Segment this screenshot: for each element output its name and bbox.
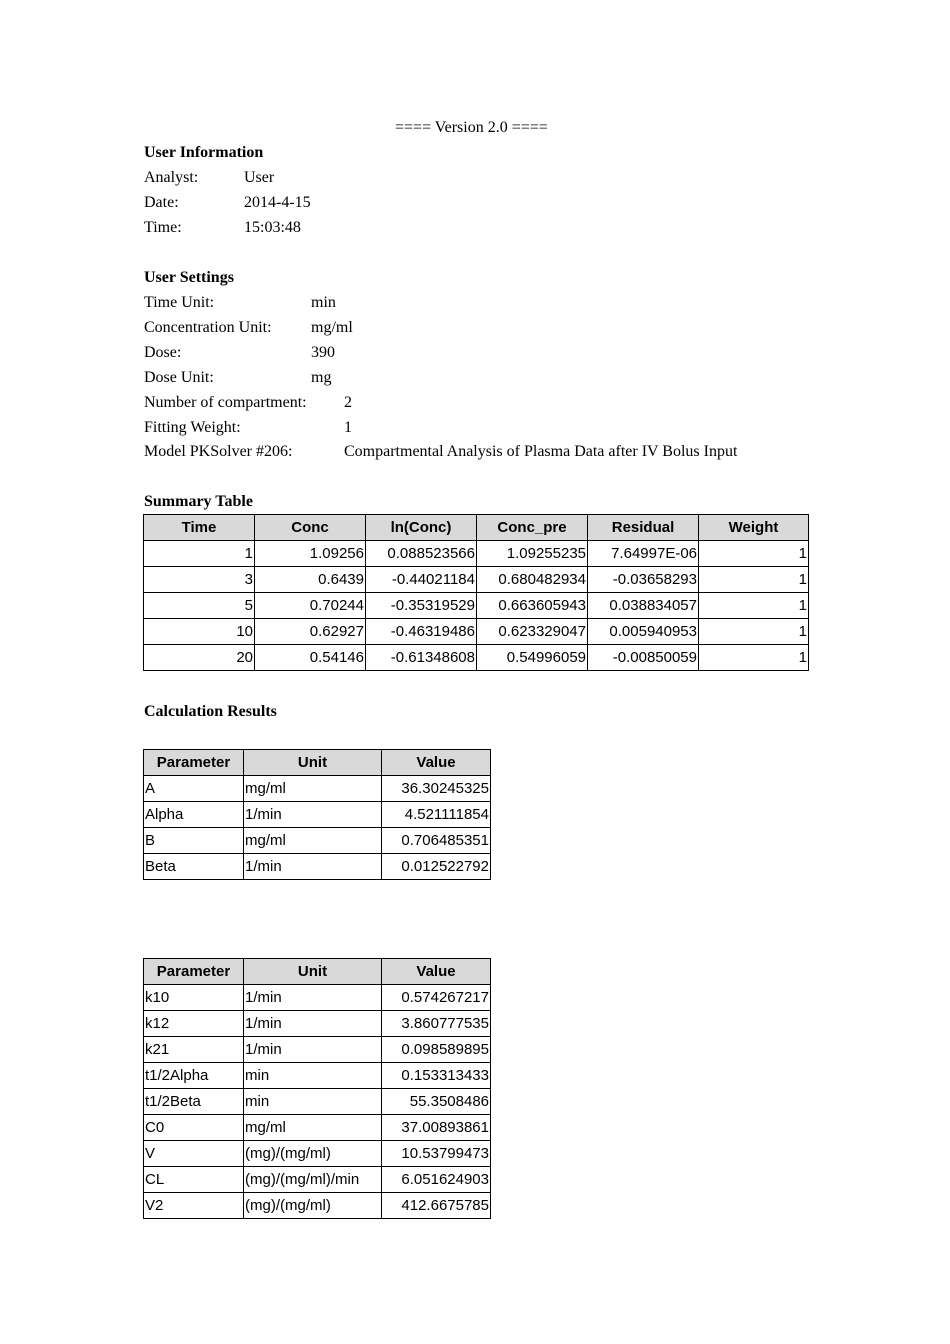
summary-table bbox=[143, 514, 809, 671]
cell-conc-pre: 0.663605943 bbox=[477, 593, 588, 619]
cell-value: 412.6675785 bbox=[382, 1193, 491, 1219]
cell-value: 10.53799473 bbox=[382, 1141, 491, 1167]
cell-ln-conc: -0.35319529 bbox=[366, 593, 477, 619]
dose-value: 390 bbox=[311, 344, 335, 361]
cell-weight: 1 bbox=[699, 541, 809, 567]
cell-conc-pre: 0.623329047 bbox=[477, 619, 588, 645]
date-value: 2014-4-15 bbox=[244, 194, 311, 211]
cell-ln-conc: -0.44021184 bbox=[366, 567, 477, 593]
cell-unit: mg/ml bbox=[244, 828, 382, 854]
table-row bbox=[144, 1141, 491, 1167]
table-row bbox=[144, 985, 491, 1011]
cell-value: 0.153313433 bbox=[382, 1063, 491, 1089]
table-row bbox=[144, 1063, 491, 1089]
cell-residual: -0.03658293 bbox=[588, 567, 699, 593]
table-row bbox=[144, 802, 491, 828]
cell-unit: 1/min bbox=[244, 854, 382, 880]
table-row bbox=[144, 828, 491, 854]
dose-unit-value: mg bbox=[311, 369, 332, 386]
col-header-value: Value bbox=[382, 959, 491, 985]
table-row bbox=[144, 1193, 491, 1219]
time-unit-value: min bbox=[311, 294, 336, 311]
cell-residual: 0.038834057 bbox=[588, 593, 699, 619]
cell-conc-pre: 0.680482934 bbox=[477, 567, 588, 593]
cell-unit: (mg)/(mg/ml) bbox=[244, 1141, 382, 1167]
fitting-weight-label: Fitting Weight: bbox=[144, 419, 241, 436]
table-row bbox=[144, 854, 491, 880]
model-label: Model PKSolver #206: bbox=[144, 443, 293, 460]
cell-value: 0.574267217 bbox=[382, 985, 491, 1011]
cell-time: 5 bbox=[144, 593, 255, 619]
cell-ln-conc: -0.46319486 bbox=[366, 619, 477, 645]
analyst-label: Analyst: bbox=[144, 169, 199, 186]
cell-value: 3.860777535 bbox=[382, 1011, 491, 1037]
table-row bbox=[144, 567, 809, 593]
cell-unit: mg/ml bbox=[244, 776, 382, 802]
cell-time: 3 bbox=[144, 567, 255, 593]
cell-parameter: V2 bbox=[144, 1193, 244, 1219]
cell-unit: (mg)/(mg/ml)/min bbox=[244, 1167, 382, 1193]
cell-parameter: k10 bbox=[144, 985, 244, 1011]
summary-header-row bbox=[144, 515, 809, 541]
cell-residual: 0.005940953 bbox=[588, 619, 699, 645]
table-row bbox=[144, 1115, 491, 1141]
dose-label: Dose: bbox=[144, 344, 182, 361]
cell-value: 0.012522792 bbox=[382, 854, 491, 880]
results-table-secondary bbox=[143, 958, 491, 1219]
analyst-value: User bbox=[244, 169, 275, 186]
table-row bbox=[144, 645, 809, 671]
cell-value: 6.051624903 bbox=[382, 1167, 491, 1193]
col-header-conc-pre: Conc_pre bbox=[477, 515, 588, 541]
cell-ln-conc: -0.61348608 bbox=[366, 645, 477, 671]
cell-unit: 1/min bbox=[244, 1011, 382, 1037]
cell-parameter: Beta bbox=[144, 854, 244, 880]
conc-unit-label: Concentration Unit: bbox=[144, 319, 272, 336]
calculation-results-heading: Calculation Results bbox=[144, 703, 277, 720]
cell-weight: 1 bbox=[699, 593, 809, 619]
cell-conc-pre: 1.09255235 bbox=[477, 541, 588, 567]
col-header-residual: Residual bbox=[588, 515, 699, 541]
table-row bbox=[144, 619, 809, 645]
user-settings-heading: User Settings bbox=[144, 269, 234, 286]
col-header-parameter: Parameter bbox=[144, 750, 244, 776]
cell-value: 36.30245325 bbox=[382, 776, 491, 802]
date-label: Date: bbox=[144, 194, 179, 211]
table-row bbox=[144, 1167, 491, 1193]
cell-time: 10 bbox=[144, 619, 255, 645]
time-label: Time: bbox=[144, 219, 182, 236]
results-header-row bbox=[144, 959, 491, 985]
table-row bbox=[144, 1037, 491, 1063]
cell-weight: 1 bbox=[699, 619, 809, 645]
dose-unit-label: Dose Unit: bbox=[144, 369, 214, 386]
cell-conc: 0.6439 bbox=[255, 567, 366, 593]
cell-parameter: k12 bbox=[144, 1011, 244, 1037]
cell-ln-conc: 0.088523566 bbox=[366, 541, 477, 567]
col-header-weight: Weight bbox=[699, 515, 809, 541]
version-line: ==== Version 2.0 ==== bbox=[395, 119, 548, 136]
cell-parameter: k21 bbox=[144, 1037, 244, 1063]
results-header-row bbox=[144, 750, 491, 776]
table-row bbox=[144, 541, 809, 567]
cell-conc: 0.70244 bbox=[255, 593, 366, 619]
cell-parameter: B bbox=[144, 828, 244, 854]
col-header-conc: Conc bbox=[255, 515, 366, 541]
col-header-ln-conc: ln(Conc) bbox=[366, 515, 477, 541]
col-header-parameter: Parameter bbox=[144, 959, 244, 985]
cell-time: 20 bbox=[144, 645, 255, 671]
cell-weight: 1 bbox=[699, 645, 809, 671]
cell-weight: 1 bbox=[699, 567, 809, 593]
col-header-value: Value bbox=[382, 750, 491, 776]
cell-value: 0.098589895 bbox=[382, 1037, 491, 1063]
cell-unit: 1/min bbox=[244, 802, 382, 828]
cell-parameter: t1/2Alpha bbox=[144, 1063, 244, 1089]
user-info-heading: User Information bbox=[144, 144, 264, 161]
cell-parameter: Alpha bbox=[144, 802, 244, 828]
cell-unit: mg/ml bbox=[244, 1115, 382, 1141]
time-value: 15:03:48 bbox=[244, 219, 301, 236]
col-header-unit: Unit bbox=[244, 750, 382, 776]
cell-conc: 0.62927 bbox=[255, 619, 366, 645]
cell-conc-pre: 0.54996059 bbox=[477, 645, 588, 671]
cell-value: 55.3508486 bbox=[382, 1089, 491, 1115]
cell-unit: (mg)/(mg/ml) bbox=[244, 1193, 382, 1219]
cell-unit: min bbox=[244, 1089, 382, 1115]
cell-parameter: t1/2Beta bbox=[144, 1089, 244, 1115]
cell-parameter: CL bbox=[144, 1167, 244, 1193]
cell-unit: 1/min bbox=[244, 985, 382, 1011]
col-header-time: Time bbox=[144, 515, 255, 541]
compartment-value: 2 bbox=[344, 394, 352, 411]
cell-value: 4.521111854 bbox=[382, 802, 491, 828]
conc-unit-value: mg/ml bbox=[311, 319, 353, 336]
cell-residual: -0.00850059 bbox=[588, 645, 699, 671]
results-table-primary bbox=[143, 749, 491, 880]
model-value: Compartmental Analysis of Plasma Data after IV Bolus Input bbox=[344, 443, 738, 460]
cell-residual: 7.64997E-06 bbox=[588, 541, 699, 567]
table-row bbox=[144, 776, 491, 802]
fitting-weight-value: 1 bbox=[344, 419, 352, 436]
cell-unit: 1/min bbox=[244, 1037, 382, 1063]
cell-value: 37.00893861 bbox=[382, 1115, 491, 1141]
table-row bbox=[144, 1089, 491, 1115]
time-unit-label: Time Unit: bbox=[144, 294, 215, 311]
cell-parameter: A bbox=[144, 776, 244, 802]
summary-table-heading: Summary Table bbox=[144, 493, 253, 510]
cell-parameter: V bbox=[144, 1141, 244, 1167]
cell-time: 1 bbox=[144, 541, 255, 567]
cell-unit: min bbox=[244, 1063, 382, 1089]
table-row bbox=[144, 593, 809, 619]
compartment-label: Number of compartment: bbox=[144, 394, 307, 411]
table-row bbox=[144, 1011, 491, 1037]
cell-conc: 0.54146 bbox=[255, 645, 366, 671]
cell-value: 0.706485351 bbox=[382, 828, 491, 854]
cell-parameter: C0 bbox=[144, 1115, 244, 1141]
cell-conc: 1.09256 bbox=[255, 541, 366, 567]
col-header-unit: Unit bbox=[244, 959, 382, 985]
